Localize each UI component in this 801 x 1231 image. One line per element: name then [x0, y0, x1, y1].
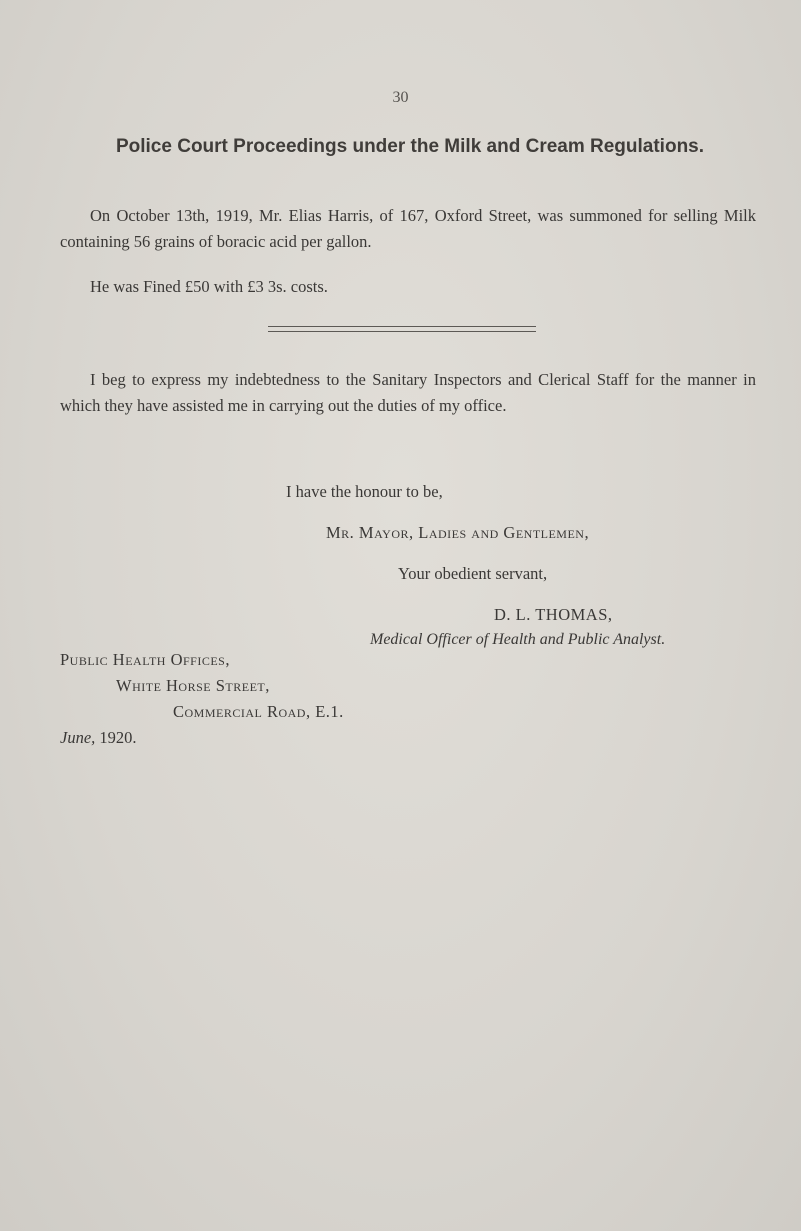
- signatory-title: Medical Officer of Health and Public Analyst.: [370, 631, 666, 648]
- section-divider: [268, 326, 536, 332]
- address-line-3: Commercial Road, E.1.: [173, 702, 344, 721]
- document-date: [60, 727, 137, 749]
- page-number: 30: [392, 89, 409, 106]
- fine-paragraph: He was Fined £50 with £3 3s. costs.: [90, 277, 328, 296]
- signatory-name: D. L. THOMAS,: [494, 605, 613, 624]
- date-month: June,: [60, 728, 96, 747]
- case-paragraph: On October 13th, 1919, Mr. Elias Harris, of 167, Oxford Street, was summoned for selling Milk containing 56 grains of boracic acid per gallon.: [60, 206, 756, 251]
- closing-line: I have the honour to be,: [286, 482, 443, 501]
- address-line-1: Public Health Offices,: [60, 650, 230, 669]
- date-year: 1920.: [99, 728, 137, 747]
- salutation-line: Mr. Mayor, Ladies and Gentlemen,: [326, 523, 590, 542]
- servant-line: Your obedient servant,: [398, 564, 548, 583]
- acknowledgement-paragraph: I beg to express my indebtedness to the Sanitary Inspectors and Clerical Staff for the manner in which they have assisted me in carrying out the duties of my office.: [60, 370, 756, 415]
- section-heading: Police Court Proceedings under the Milk and Cream Regulations.: [115, 136, 705, 157]
- address-line-2: White Horse Street,: [116, 676, 270, 695]
